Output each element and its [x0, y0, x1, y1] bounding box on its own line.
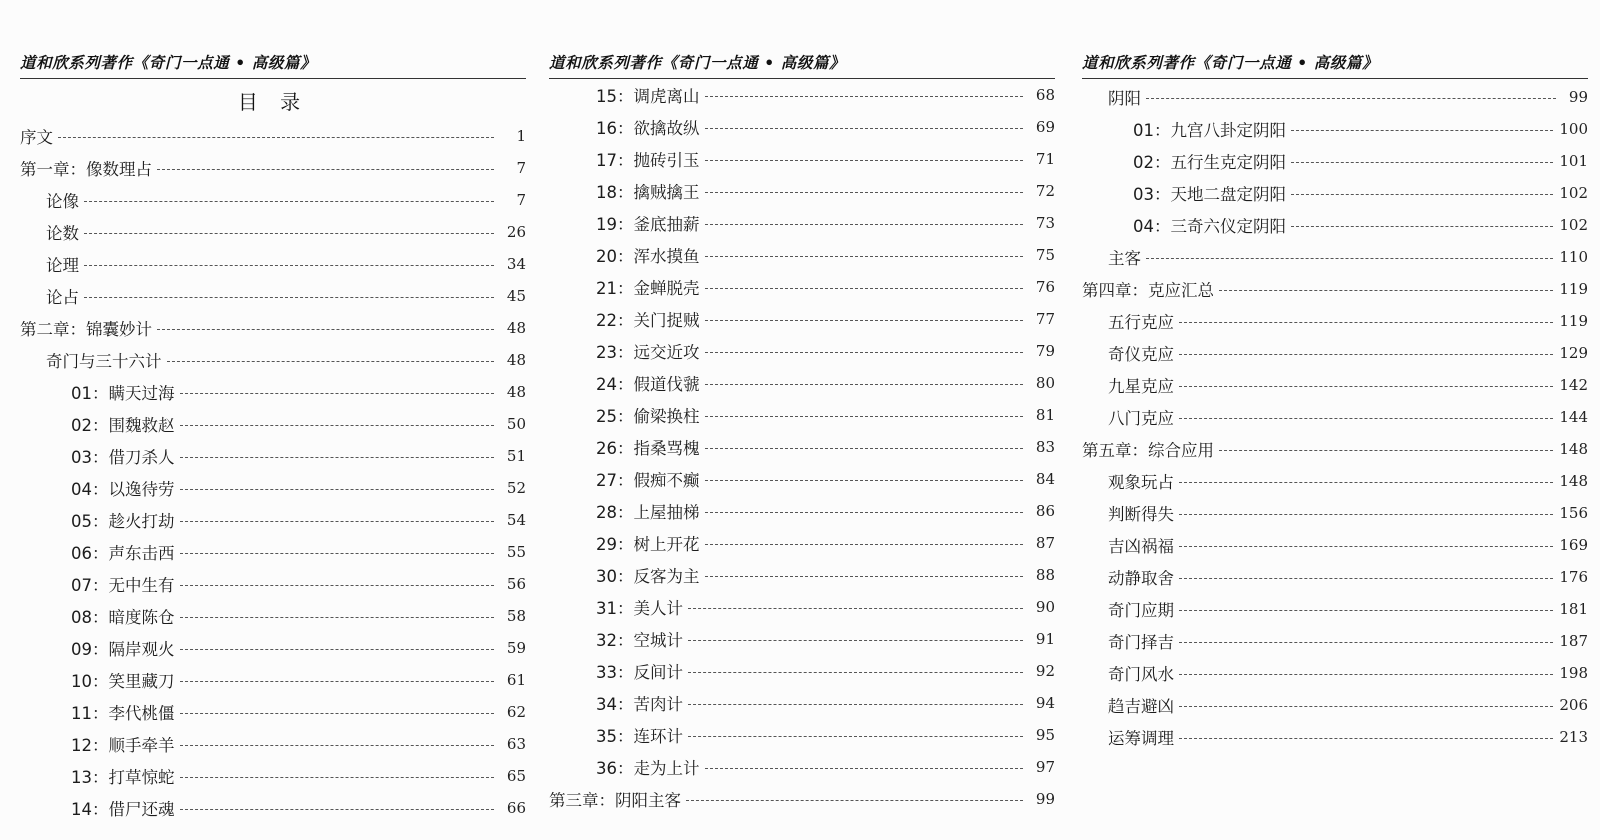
- toc-page-number: 87: [1035, 534, 1055, 552]
- toc-title: 目 录: [237, 90, 309, 114]
- toc-entry-label: 23：远交近攻: [596, 343, 700, 362]
- toc-entry[interactable]: [20, 252, 526, 276]
- toc-page-number: 84: [1035, 470, 1055, 488]
- toc-entry-label: 主客: [1108, 249, 1141, 268]
- toc-leader-line: [180, 425, 495, 426]
- toc-page-number: 7: [516, 191, 526, 209]
- toc-entry[interactable]: [20, 124, 526, 148]
- toc-leader-line: [705, 576, 1024, 577]
- toc-page-number: 66: [506, 799, 526, 817]
- toc-entry-label: 15：调虎离山: [596, 87, 700, 106]
- toc-entry-label: 24：假道伐虢: [596, 375, 700, 394]
- toc-entry[interactable]: [549, 659, 1055, 683]
- toc-page-number: 26: [506, 223, 526, 241]
- toc-leader-line: [1146, 258, 1553, 259]
- toc-entry-label: 第二章：锦囊妙计: [20, 320, 152, 339]
- toc-leader-line: [705, 192, 1024, 193]
- toc-page-number: 50: [506, 415, 526, 433]
- toc-entry-label: 19：釜底抽薪: [596, 215, 700, 234]
- toc-entry[interactable]: [1082, 693, 1588, 717]
- toc-leader-line: [705, 512, 1024, 513]
- toc-page-number: 91: [1035, 630, 1055, 648]
- toc-leader-line: [180, 553, 495, 554]
- toc-page-number: 99: [1035, 790, 1055, 808]
- toc-leader-line: [1179, 578, 1553, 579]
- toc-page-number: 34: [506, 255, 526, 273]
- toc-page-number: 142: [1559, 376, 1588, 394]
- toc-entry[interactable]: [1082, 309, 1588, 333]
- toc-page-number: 206: [1559, 696, 1588, 714]
- toc-entry[interactable]: [20, 540, 526, 564]
- toc-entry-label: 35：连环计: [596, 727, 683, 746]
- toc-entry-label: 13：打草惊蛇: [71, 768, 175, 787]
- toc-leader-line: [180, 809, 495, 810]
- toc-entry-label: 20：浑水摸鱼: [596, 247, 700, 266]
- toc-entry[interactable]: [549, 499, 1055, 523]
- toc-entry-label: 01：九宫八卦定阴阳: [1133, 121, 1286, 140]
- toc-entry[interactable]: [1082, 437, 1588, 461]
- toc-entry[interactable]: [549, 467, 1055, 491]
- toc-entry-label: 10：笑里藏刀: [71, 672, 175, 691]
- toc-page-number: 129: [1559, 344, 1588, 362]
- toc-leader-line: [705, 544, 1024, 545]
- toc-page-number: 73: [1035, 214, 1055, 232]
- toc-entry[interactable]: [1082, 213, 1588, 237]
- toc-page-number: 101: [1559, 152, 1588, 170]
- toc-page-number: 71: [1035, 150, 1055, 168]
- toc-entry[interactable]: [1082, 661, 1588, 685]
- toc-leader-line: [705, 128, 1024, 129]
- toc-entry[interactable]: [20, 220, 526, 244]
- toc-leader-line: [705, 384, 1024, 385]
- toc-leader-line: [1179, 482, 1553, 483]
- toc-entry-label: 03：天地二盘定阴阳: [1133, 185, 1286, 204]
- toc-leader-line: [705, 416, 1024, 417]
- toc-entry-label: 28：上屋抽梯: [596, 503, 700, 522]
- toc-entry[interactable]: [20, 156, 526, 180]
- toc-entry-label: 32：空城计: [596, 631, 683, 650]
- running-header: 道和欣系列著作《奇门一点通 • 高级篇》: [1082, 52, 1588, 79]
- toc-leader-line: [1219, 450, 1553, 451]
- toc-entry[interactable]: [1082, 565, 1588, 589]
- toc-page-number: 52: [506, 479, 526, 497]
- toc-entry[interactable]: [1082, 149, 1588, 173]
- toc-page-number: 62: [506, 703, 526, 721]
- toc-entry[interactable]: [549, 179, 1055, 203]
- toc-page-number: 90: [1035, 598, 1055, 616]
- toc-page-number: 99: [1568, 88, 1588, 106]
- toc-entry-label: 04：三奇六仪定阴阳: [1133, 217, 1286, 236]
- toc-leader-line: [688, 736, 1023, 737]
- toc-entry-label: 14：借尸还魂: [71, 800, 175, 819]
- toc-page-2: [549, 0, 1055, 840]
- toc-entry[interactable]: [1082, 501, 1588, 525]
- toc-entry-label: 03：借刀杀人: [71, 448, 175, 467]
- toc-entry-label: 第五章：综合应用: [1082, 441, 1214, 460]
- toc-entry[interactable]: [20, 476, 526, 500]
- toc-entry-label: 25：偷梁换柱: [596, 407, 700, 426]
- toc-entry[interactable]: [549, 307, 1055, 331]
- toc-leader-line: [705, 96, 1024, 97]
- toc-entry-label: 07：无中生有: [71, 576, 175, 595]
- toc-entry[interactable]: [549, 243, 1055, 267]
- toc-entry-label: 论理: [46, 256, 79, 275]
- toc-leader-line: [1291, 162, 1553, 163]
- toc-page-number: 75: [1035, 246, 1055, 264]
- toc-entry[interactable]: [1082, 277, 1588, 301]
- toc-entry[interactable]: [549, 435, 1055, 459]
- toc-leader-line: [705, 448, 1024, 449]
- toc-leader-line: [180, 745, 495, 746]
- toc-page-number: 79: [1035, 342, 1055, 360]
- toc-leader-line: [1291, 130, 1553, 131]
- toc-entry[interactable]: [20, 284, 526, 308]
- toc-entry-label: 16：欲擒故纵: [596, 119, 700, 138]
- toc-entry-label: 02：围魏救赵: [71, 416, 175, 435]
- toc-leader-line: [705, 160, 1024, 161]
- toc-entry-label: 八门克应: [1108, 409, 1174, 428]
- running-header: 道和欣系列著作《奇门一点通 • 高级篇》: [549, 52, 1055, 79]
- toc-entry[interactable]: [20, 732, 526, 756]
- toc-leader-line: [1179, 354, 1553, 355]
- toc-leader-line: [705, 480, 1024, 481]
- toc-leader-line: [180, 713, 495, 714]
- toc-entry[interactable]: [20, 380, 526, 404]
- toc-entry-label: 30：反客为主: [596, 567, 700, 586]
- toc-page-number: 156: [1559, 504, 1588, 522]
- toc-page-number: 51: [506, 447, 526, 465]
- toc-leader-line: [180, 457, 495, 458]
- toc-page-number: 119: [1559, 312, 1588, 330]
- toc-entry[interactable]: [20, 604, 526, 628]
- toc-entry[interactable]: [549, 787, 1055, 811]
- toc-leader-line: [180, 681, 495, 682]
- toc-page-number: 48: [506, 383, 526, 401]
- toc-entry-label: 01：瞒天过海: [71, 384, 175, 403]
- toc-entry[interactable]: [1082, 725, 1588, 749]
- toc-entry[interactable]: [549, 403, 1055, 427]
- toc-page-number: 97: [1035, 758, 1055, 776]
- toc-leader-line: [58, 137, 494, 138]
- toc-page-number: 102: [1559, 184, 1588, 202]
- toc-leader-line: [167, 361, 495, 362]
- toc-leader-line: [180, 777, 495, 778]
- toc-leader-line: [84, 201, 494, 202]
- toc-entry-label: 吉凶祸福: [1108, 537, 1174, 556]
- toc-leader-line: [180, 585, 495, 586]
- toc-page-number: 55: [506, 543, 526, 561]
- toc-leader-line: [84, 233, 494, 234]
- toc-leader-line: [1219, 290, 1553, 291]
- toc-leader-line: [1179, 514, 1553, 515]
- toc-page-number: 95: [1035, 726, 1055, 744]
- toc-entry-label: 22：关门捉贼: [596, 311, 700, 330]
- toc-page-number: 213: [1559, 728, 1588, 746]
- toc-leader-line: [157, 329, 494, 330]
- toc-page-number: 92: [1035, 662, 1055, 680]
- toc-entry[interactable]: [1082, 373, 1588, 397]
- toc-leader-line: [1179, 738, 1553, 739]
- toc-page-number: 56: [506, 575, 526, 593]
- toc-page-number: 48: [506, 319, 526, 337]
- toc-page-number: 61: [506, 671, 526, 689]
- toc-page-number: 45: [506, 287, 526, 305]
- toc-entry-label: 第三章：阴阳主客: [549, 791, 681, 810]
- toc-leader-line: [705, 288, 1024, 289]
- toc-entry[interactable]: [20, 188, 526, 212]
- toc-entry-label: 奇仪克应: [1108, 345, 1174, 364]
- toc-leader-line: [1179, 706, 1553, 707]
- toc-entry-label: 论像: [46, 192, 79, 211]
- toc-leader-line: [1179, 322, 1553, 323]
- toc-entry-label: 27：假痴不癫: [596, 471, 700, 490]
- toc-entry-label: 奇门风水: [1108, 665, 1174, 684]
- toc-entry-label: 12：顺手牵羊: [71, 736, 175, 755]
- toc-leader-line: [688, 672, 1023, 673]
- toc-entry[interactable]: [20, 700, 526, 724]
- toc-entry[interactable]: [549, 83, 1055, 107]
- toc-entry[interactable]: [549, 595, 1055, 619]
- toc-leader-line: [705, 224, 1024, 225]
- toc-entry-label: 33：反间计: [596, 663, 683, 682]
- toc-entry[interactable]: [549, 339, 1055, 363]
- toc-entry-label: 论占: [46, 288, 79, 307]
- toc-entry-label: 02：五行生克定阴阳: [1133, 153, 1286, 172]
- toc-entry-label: 趋吉避凶: [1108, 697, 1174, 716]
- toc-leader-line: [688, 640, 1023, 641]
- toc-entry[interactable]: [549, 627, 1055, 651]
- toc-entry[interactable]: [20, 636, 526, 660]
- toc-entry[interactable]: [20, 508, 526, 532]
- toc-page-number: 58: [506, 607, 526, 625]
- toc-entry-label: 奇门与三十六计: [46, 352, 162, 371]
- toc-page-number: 148: [1559, 440, 1588, 458]
- toc-entry[interactable]: [549, 275, 1055, 299]
- toc-entry-label: 奇门应期: [1108, 601, 1174, 620]
- toc-leader-line: [1179, 386, 1553, 387]
- toc-page-number: 94: [1035, 694, 1055, 712]
- toc-leader-line: [1179, 418, 1553, 419]
- toc-page-number: 198: [1559, 664, 1588, 682]
- toc-entry-label: 第一章：像数理占: [20, 160, 152, 179]
- toc-page-number: 83: [1035, 438, 1055, 456]
- toc-entry[interactable]: [1082, 85, 1588, 109]
- toc-entry[interactable]: [20, 412, 526, 436]
- toc-entry[interactable]: [1082, 117, 1588, 141]
- toc-entry[interactable]: [1082, 533, 1588, 557]
- toc-entry-label: 奇门择吉: [1108, 633, 1174, 652]
- toc-page-number: 181: [1559, 600, 1588, 618]
- toc-entry[interactable]: [1082, 405, 1588, 429]
- running-header: 道和欣系列著作《奇门一点通 • 高级篇》: [20, 52, 526, 79]
- toc-entry[interactable]: [20, 796, 526, 820]
- toc-page-number: 7: [516, 159, 526, 177]
- toc-entry-label: 第四章：克应汇总: [1082, 281, 1214, 300]
- toc-entry-label: 17：抛砖引玉: [596, 151, 700, 170]
- toc-leader-line: [84, 265, 494, 266]
- toc-entry[interactable]: [549, 115, 1055, 139]
- toc-entry-label: 21：金蝉脱壳: [596, 279, 700, 298]
- toc-page-number: 176: [1559, 568, 1588, 586]
- toc-entry-label: 36：走为上计: [596, 759, 700, 778]
- toc-leader-line: [180, 521, 495, 522]
- toc-leader-line: [1179, 642, 1553, 643]
- toc-page-1: [20, 0, 526, 840]
- toc-page-number: 86: [1035, 502, 1055, 520]
- toc-page-number: 54: [506, 511, 526, 529]
- toc-page-number: 169: [1559, 536, 1588, 554]
- toc-entry-label: 九星克应: [1108, 377, 1174, 396]
- toc-entry[interactable]: [20, 348, 526, 372]
- toc-leader-line: [180, 489, 495, 490]
- toc-leader-line: [705, 768, 1024, 769]
- toc-leader-line: [1179, 610, 1553, 611]
- toc-page-number: 63: [506, 735, 526, 753]
- toc-page-number: 119: [1559, 280, 1588, 298]
- toc-entry-label: 阴阳: [1108, 89, 1141, 108]
- toc-page-number: 68: [1035, 86, 1055, 104]
- toc-page-number: 187: [1559, 632, 1588, 650]
- toc-entry[interactable]: [20, 444, 526, 468]
- toc-entry[interactable]: [549, 563, 1055, 587]
- toc-entry-label: 08：暗度陈仓: [71, 608, 175, 627]
- toc-entry-label: 18：擒贼擒王: [596, 183, 700, 202]
- toc-leader-line: [1179, 674, 1553, 675]
- toc-entry-label: 04：以逸待劳: [71, 480, 175, 499]
- toc-entry-label: 05：趁火打劫: [71, 512, 175, 531]
- toc-entry[interactable]: [1082, 245, 1588, 269]
- toc-leader-line: [688, 704, 1023, 705]
- toc-entry[interactable]: [1082, 597, 1588, 621]
- toc-entry[interactable]: [20, 764, 526, 788]
- toc-entry-label: 26：指桑骂槐: [596, 439, 700, 458]
- toc-page-number: 148: [1559, 472, 1588, 490]
- toc-entry-label: 34：苦肉计: [596, 695, 683, 714]
- toc-leader-line: [1179, 546, 1553, 547]
- toc-leader-line: [180, 649, 495, 650]
- toc-entry-label: 09：隔岸观火: [71, 640, 175, 659]
- toc-entry[interactable]: [549, 755, 1055, 779]
- toc-entry[interactable]: [549, 691, 1055, 715]
- toc-entry[interactable]: [1082, 181, 1588, 205]
- toc-entry[interactable]: [20, 316, 526, 340]
- toc-leader-line: [1291, 226, 1553, 227]
- toc-entry[interactable]: [1082, 469, 1588, 493]
- toc-leader-line: [1146, 98, 1556, 99]
- toc-entry[interactable]: [20, 572, 526, 596]
- toc-entry[interactable]: [1082, 629, 1588, 653]
- toc-page-number: 81: [1035, 406, 1055, 424]
- toc-page-number: 59: [506, 639, 526, 657]
- toc-page-number: 102: [1559, 216, 1588, 234]
- toc-leader-line: [686, 800, 1023, 801]
- toc-page-3: [1082, 0, 1588, 840]
- toc-page-number: 1: [516, 127, 526, 145]
- toc-leader-line: [705, 256, 1024, 257]
- toc-page-number: 88: [1035, 566, 1055, 584]
- toc-entry[interactable]: [20, 668, 526, 692]
- toc-leader-line: [84, 297, 494, 298]
- toc-leader-line: [688, 608, 1023, 609]
- toc-leader-line: [705, 352, 1024, 353]
- toc-page-number: 76: [1035, 278, 1055, 296]
- toc-page-number: 69: [1035, 118, 1055, 136]
- toc-entry-label: 31：美人计: [596, 599, 683, 618]
- toc-entry-label: 动静取舍: [1108, 569, 1174, 588]
- toc-leader-line: [705, 320, 1024, 321]
- toc-leader-line: [180, 393, 495, 394]
- toc-entry[interactable]: [549, 531, 1055, 555]
- toc-page-number: 77: [1035, 310, 1055, 328]
- toc-leader-line: [157, 169, 494, 170]
- toc-entry[interactable]: [549, 211, 1055, 235]
- toc-page-number: 144: [1559, 408, 1588, 426]
- toc-entry-label: 29：树上开花: [596, 535, 700, 554]
- toc-entry-label: 论数: [46, 224, 79, 243]
- toc-entry[interactable]: [1082, 341, 1588, 365]
- toc-entry[interactable]: [549, 147, 1055, 171]
- toc-entry-label: 五行克应: [1108, 313, 1174, 332]
- toc-page-number: 65: [506, 767, 526, 785]
- toc-entry-label: 判断得失: [1108, 505, 1174, 524]
- toc-entry-label: 运筹调理: [1108, 729, 1174, 748]
- toc-entry-label: 06：声东击西: [71, 544, 175, 563]
- toc-leader-line: [1291, 194, 1553, 195]
- toc-page-number: 100: [1559, 120, 1588, 138]
- toc-entry[interactable]: [549, 723, 1055, 747]
- toc-page-number: 110: [1559, 248, 1588, 266]
- toc-leader-line: [180, 617, 495, 618]
- toc-page-number: 80: [1035, 374, 1055, 392]
- toc-entry-label: 11：李代桃僵: [71, 704, 175, 723]
- toc-page-number: 48: [506, 351, 526, 369]
- toc-entry[interactable]: [549, 371, 1055, 395]
- toc-entry-label: 观象玩占: [1108, 473, 1174, 492]
- toc-entry-label: 序文: [20, 128, 53, 147]
- toc-page-number: 72: [1035, 182, 1055, 200]
